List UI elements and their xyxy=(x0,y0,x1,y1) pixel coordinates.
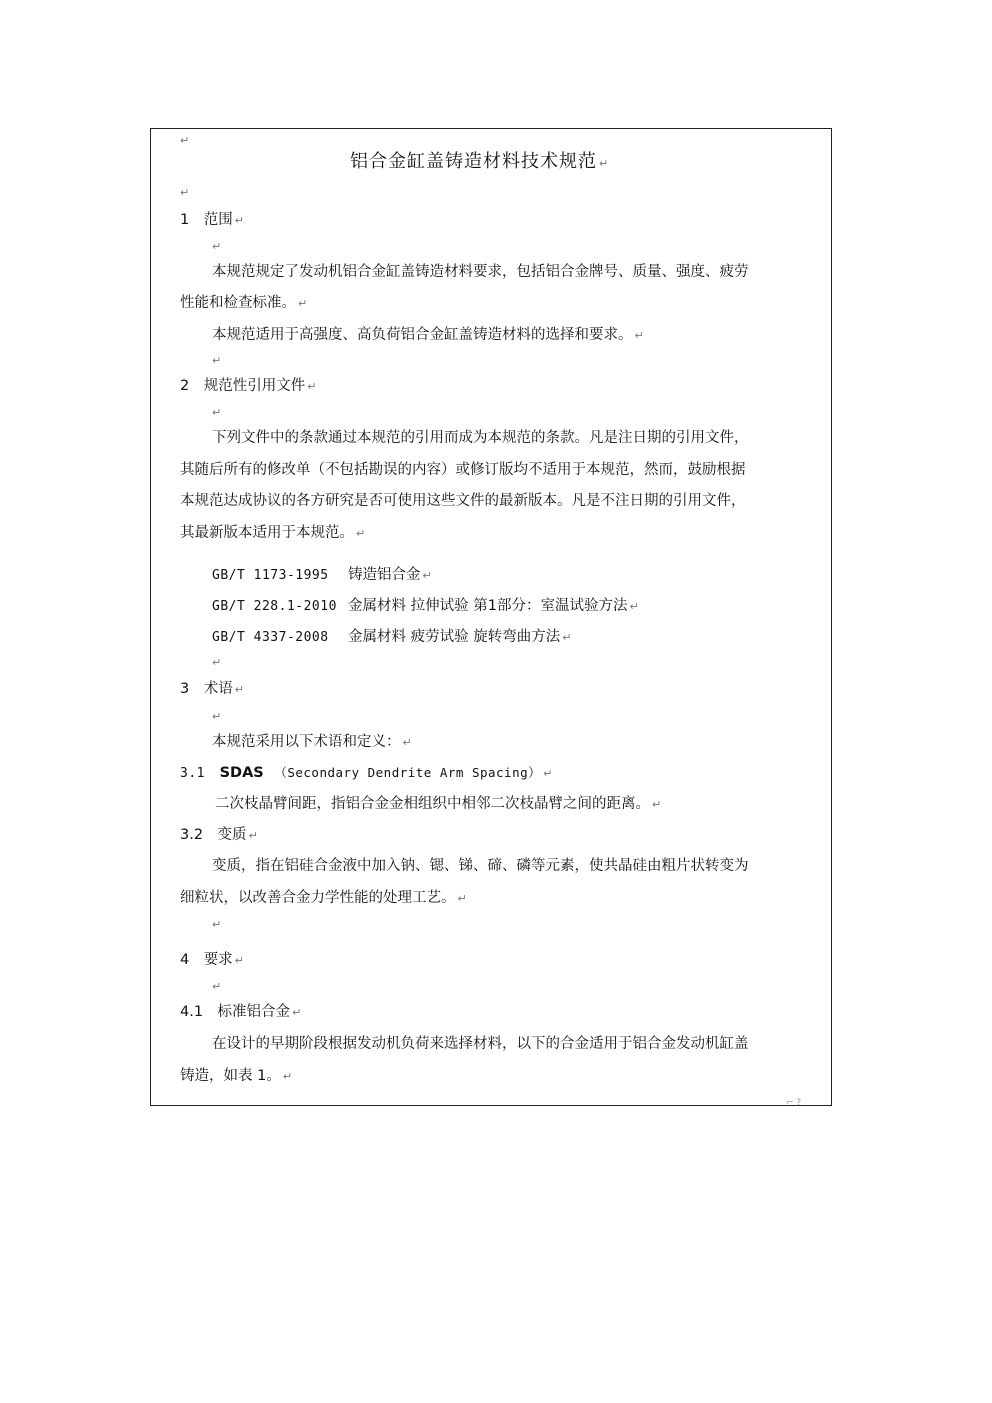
section-3-heading-text: 3 术语 xyxy=(180,681,233,697)
paragraph-mark: ↵ xyxy=(422,569,432,582)
section-4-1-paragraph-line: 在设计的早期阶段根据发动机负荷来选择材料，以下的合金适用于铝合金发动机缸盖 xyxy=(212,1036,749,1052)
section-2-paragraph-line xyxy=(180,524,365,543)
empty-paragraph-mark: ↵ xyxy=(212,710,222,723)
reference-name: 金属材料 拉伸试验 第1部分：室温试验方法 xyxy=(348,598,628,614)
term-number: 3.1 xyxy=(180,766,205,781)
empty-paragraph-mark: ↵ xyxy=(212,656,222,669)
term-3-2-definition-line: 变质，指在铝硅合金液中加入钠、锶、锑、碲、磷等元素，使共晶硅由粗片状转变为 xyxy=(212,858,749,874)
section-1-heading-text: 1 范围 xyxy=(180,212,233,228)
section-4-heading xyxy=(180,951,244,970)
section-3-intro xyxy=(212,733,412,752)
document-title xyxy=(350,153,609,173)
empty-paragraph-mark: ↵ xyxy=(180,134,190,147)
paragraph-mark: ↵ xyxy=(292,1006,302,1019)
reference-name: 金属材料 疲劳试验 旋转弯曲方法 xyxy=(348,629,561,645)
section-1-paragraph-2-text: 本规范适用于高强度、高负荷铝合金缸盖铸造材料的选择和要求。 xyxy=(212,327,633,343)
reference-item xyxy=(212,597,639,616)
document-title-text: 铝合金缸盖铸造材料技术规范 xyxy=(350,151,597,172)
term-definition-text: 二次枝晶臂间距，指铝合金金相组织中相邻二次枝晶臂之间的距离。 xyxy=(215,796,650,812)
term-english-name: （Secondary Dendrite Arm Spacing） xyxy=(274,765,542,780)
term-3-1-heading xyxy=(180,764,552,783)
section-1-heading xyxy=(180,211,244,230)
paragraph-mark: ↵ xyxy=(234,954,244,967)
paragraph-mark: ↵ xyxy=(298,297,308,310)
reference-name: 铸造铝合金 xyxy=(348,567,421,583)
reference-code: GB/T 4337-2008 xyxy=(212,630,329,645)
section-1-paragraph-2 xyxy=(212,326,644,345)
section-4-1-heading xyxy=(180,1003,301,1022)
section-2-paragraph-line: 其随后所有的修改单（不包括勘误的内容）或修订版均不适用于本规范，然而，鼓励根据 xyxy=(180,462,746,478)
paragraph-mark: ↵ xyxy=(282,1070,293,1083)
paragraph-mark: ↵ xyxy=(599,157,610,170)
section-4-1-paragraph-line xyxy=(180,1067,292,1086)
reference-code: GB/T 1173-1995 xyxy=(212,568,329,583)
section-2-paragraph-text: 其最新版本适用于本规范。 xyxy=(180,525,354,541)
empty-paragraph-mark: ↵ xyxy=(212,406,222,419)
paragraph-mark: ↵ xyxy=(562,631,572,644)
term-3-2-definition-line xyxy=(180,889,467,908)
reference-code: GB/T 228.1-2010 xyxy=(212,599,337,614)
section-1-paragraph-line xyxy=(180,294,307,313)
section-4-heading-text: 4 要求 xyxy=(180,952,233,968)
section-2-paragraph-line: 本规范达成协议的各方研究是否可使用这些文件的最新版本。凡是不注日期的引用文件， xyxy=(180,493,746,509)
paragraph-mark: ↵ xyxy=(234,214,244,227)
term-heading-text: 3.2 变质 xyxy=(180,827,247,843)
section-3-heading xyxy=(180,680,244,699)
term-definition-text: 细粒状，以改善合金力学性能的处理工艺。 xyxy=(180,890,456,906)
paragraph-mark: ↵ xyxy=(543,767,553,780)
empty-paragraph-mark: ↵ xyxy=(212,980,222,993)
empty-paragraph-mark: ↵ xyxy=(212,354,222,367)
reference-item xyxy=(212,566,432,585)
term-abbreviation: SDAS xyxy=(219,765,264,781)
empty-paragraph-mark: ↵ xyxy=(180,186,190,199)
paragraph-mark: ↵ xyxy=(457,892,467,905)
empty-paragraph-mark: ↵ xyxy=(212,918,222,931)
paragraph-mark: ↵ xyxy=(629,600,639,613)
paragraph-mark: ↵ xyxy=(634,329,644,342)
section-2-heading xyxy=(180,377,316,396)
paragraph-mark: ↵ xyxy=(234,683,244,696)
section-1-paragraph-text: 性能和检查标准。 xyxy=(180,295,296,311)
empty-paragraph-mark: ↵ xyxy=(212,240,222,253)
term-3-2-heading xyxy=(180,826,258,845)
section-1-paragraph-line: 本规范规定了发动机铝合金缸盖铸造材料要求，包括铝合金牌号、质量、强度、疲劳 xyxy=(212,264,749,280)
paragraph-mark: ↵ xyxy=(652,798,662,811)
reference-item xyxy=(212,628,571,647)
paragraph-mark: ↵ xyxy=(402,736,412,749)
paragraph-mark: ↵ xyxy=(248,829,258,842)
section-3-intro-text: 本规范采用以下术语和定义： xyxy=(212,734,401,750)
section-4-1-heading-text: 4.1 标准铝合金 xyxy=(180,1004,291,1020)
section-4-1-paragraph-text: 铸造，如表 1。 xyxy=(180,1068,281,1084)
section-2-paragraph-line: 下列文件中的条款通过本规范的引用而成为本规范的条款。凡是注日期的引用文件， xyxy=(212,430,749,446)
paragraph-mark: ↵ xyxy=(356,527,366,540)
paragraph-mark: ↵ xyxy=(307,380,317,393)
term-3-1-definition xyxy=(215,795,661,814)
section-2-heading-text: 2 规范性引用文件 xyxy=(180,378,306,394)
corner-mark: ⌐ ? xyxy=(786,1098,802,1108)
